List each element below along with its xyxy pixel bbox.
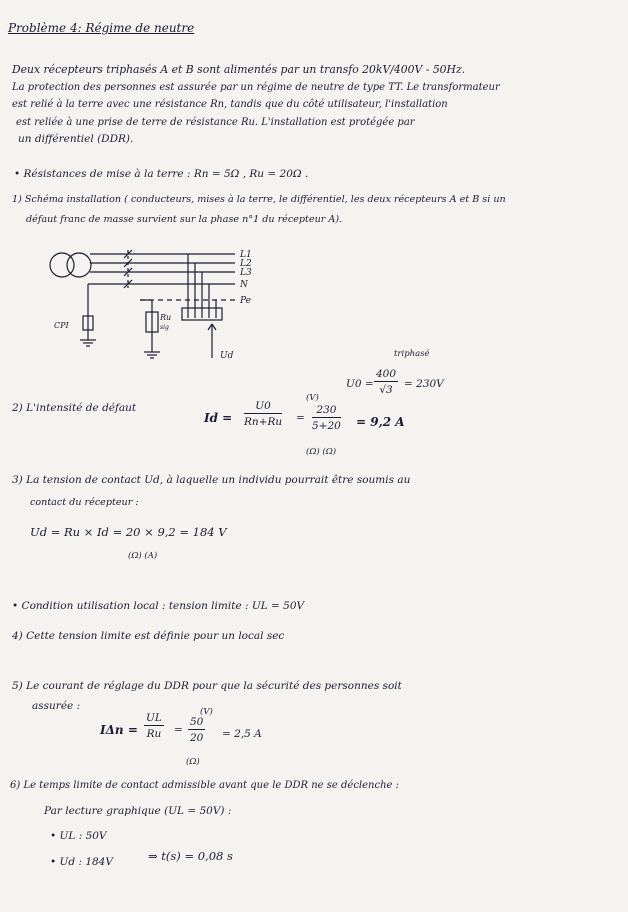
- u0-num: 400: [376, 368, 397, 380]
- q2-den2: 5+20: [312, 420, 341, 432]
- q2-result: = 9,2 A: [356, 415, 405, 429]
- q2-label: 2) L'intensité de défaut: [12, 402, 137, 414]
- q2-den1: Rn+Ru: [244, 416, 283, 428]
- q2-id: Id =: [204, 411, 233, 425]
- label-l2: L2: [240, 259, 252, 269]
- intro-line-2: La protection des personnes est assurée par un régime de neutre de type TT. Le transformateur: [12, 82, 500, 93]
- label-l1: L1: [240, 250, 252, 260]
- intro-line-3: est relié à la terre avec une résistance Rn, tandis que du côté utilisateur, l'installation: [12, 99, 448, 110]
- q3-line-2: contact du récepteur :: [30, 497, 139, 508]
- condition-line: • Condition utilisation local : tension limite : UL = 50V: [12, 600, 305, 612]
- q5-line-2: assurée :: [32, 700, 81, 712]
- label-ru: Ru: [160, 313, 172, 322]
- q2-fraction-1: [244, 400, 282, 428]
- q5-unit-bottom: (Ω): [186, 757, 200, 767]
- page-title: Problème 4: Régime de neutre: [8, 21, 195, 35]
- q5-result: = 2,5 A: [222, 728, 262, 740]
- label-pe: Pe: [240, 296, 251, 306]
- q6-reading: Par lecture graphique (UL = 50V) :: [44, 805, 232, 817]
- u0-lhs: U0 =: [346, 378, 374, 390]
- u0-den: √3: [379, 384, 393, 396]
- q2-fraction-2: [312, 404, 341, 432]
- transformer-secondary-coil: [67, 253, 91, 277]
- q5-den2: 20: [190, 732, 204, 744]
- label-n: N: [240, 280, 248, 290]
- q2-num1: U0: [244, 400, 282, 414]
- q3-units: (Ω) (A): [128, 551, 158, 561]
- intro-line-5: un différentiel (DDR).: [18, 133, 134, 145]
- label-cpi: CPI: [54, 321, 69, 330]
- installation-diagram: [40, 240, 280, 370]
- q6-line: 6) Le temps limite de contact admissible avant que le DDR ne se déclenche :: [10, 780, 399, 791]
- q2-unit-top: (V): [306, 393, 319, 403]
- q5-num2: 50: [190, 716, 204, 728]
- q5-line-1: 5) Le courant de réglage du DDR pour que la sécurité des personnes soit: [12, 680, 402, 692]
- q5-unit-top: (V): [200, 707, 213, 717]
- q4-line: 4) Cette tension limite est définie pour un local sec: [12, 630, 285, 642]
- q2-num2: 230: [312, 404, 341, 418]
- q3-line-1: 3) La tension de contact Ud, à laquelle un individu pourrait être soumis au: [12, 474, 411, 486]
- q5-num1: UL: [146, 712, 162, 724]
- q5-fraction-1: [144, 712, 164, 740]
- q2-units-bottom: (Ω) (Ω): [306, 447, 337, 457]
- q2-eq: =: [296, 412, 305, 424]
- q6-time-result: ⇒ t(s) = 0,08 s: [148, 849, 233, 863]
- q5-den1: Ru: [146, 728, 162, 740]
- q5-eq: =: [174, 724, 183, 736]
- q3-calc: Ud = Ru × Id = 20 × 9,2 = 184 V: [30, 525, 227, 539]
- u0-fraction: [374, 368, 398, 396]
- q5-fraction-2: [188, 716, 205, 744]
- u0-rhs: = 230V: [404, 378, 444, 390]
- q6-ud: • Ud : 184V: [50, 856, 113, 868]
- triphase-note: triphasé: [394, 349, 430, 359]
- resistances-line: • Résistances de mise à la terre : Rn = 5Ω , Ru = 20Ω .: [14, 168, 309, 180]
- label-l3: L3: [240, 268, 252, 278]
- q1-line-1: 1) Schéma installation ( conducteurs, mises à la terre, le différentiel, les deux récepteurs A et B si un: [12, 194, 506, 205]
- q5-idn: IΔn =: [100, 723, 138, 737]
- intro-line-1: Deux récepteurs triphasés A et B sont alimentés par un transfo 20kV/400V - 50Hz.: [12, 63, 466, 76]
- label-ud: Ud: [220, 351, 234, 361]
- intro-line-4: est reliée à une prise de terre de résistance Ru. L'installation est protégée par: [16, 117, 415, 128]
- label-ru-sub: sig: [160, 324, 169, 331]
- q1-line-2: défaut franc de masse survient sur la phase n°1 du récepteur A).: [26, 214, 343, 225]
- q6-ul: • UL : 50V: [50, 830, 107, 842]
